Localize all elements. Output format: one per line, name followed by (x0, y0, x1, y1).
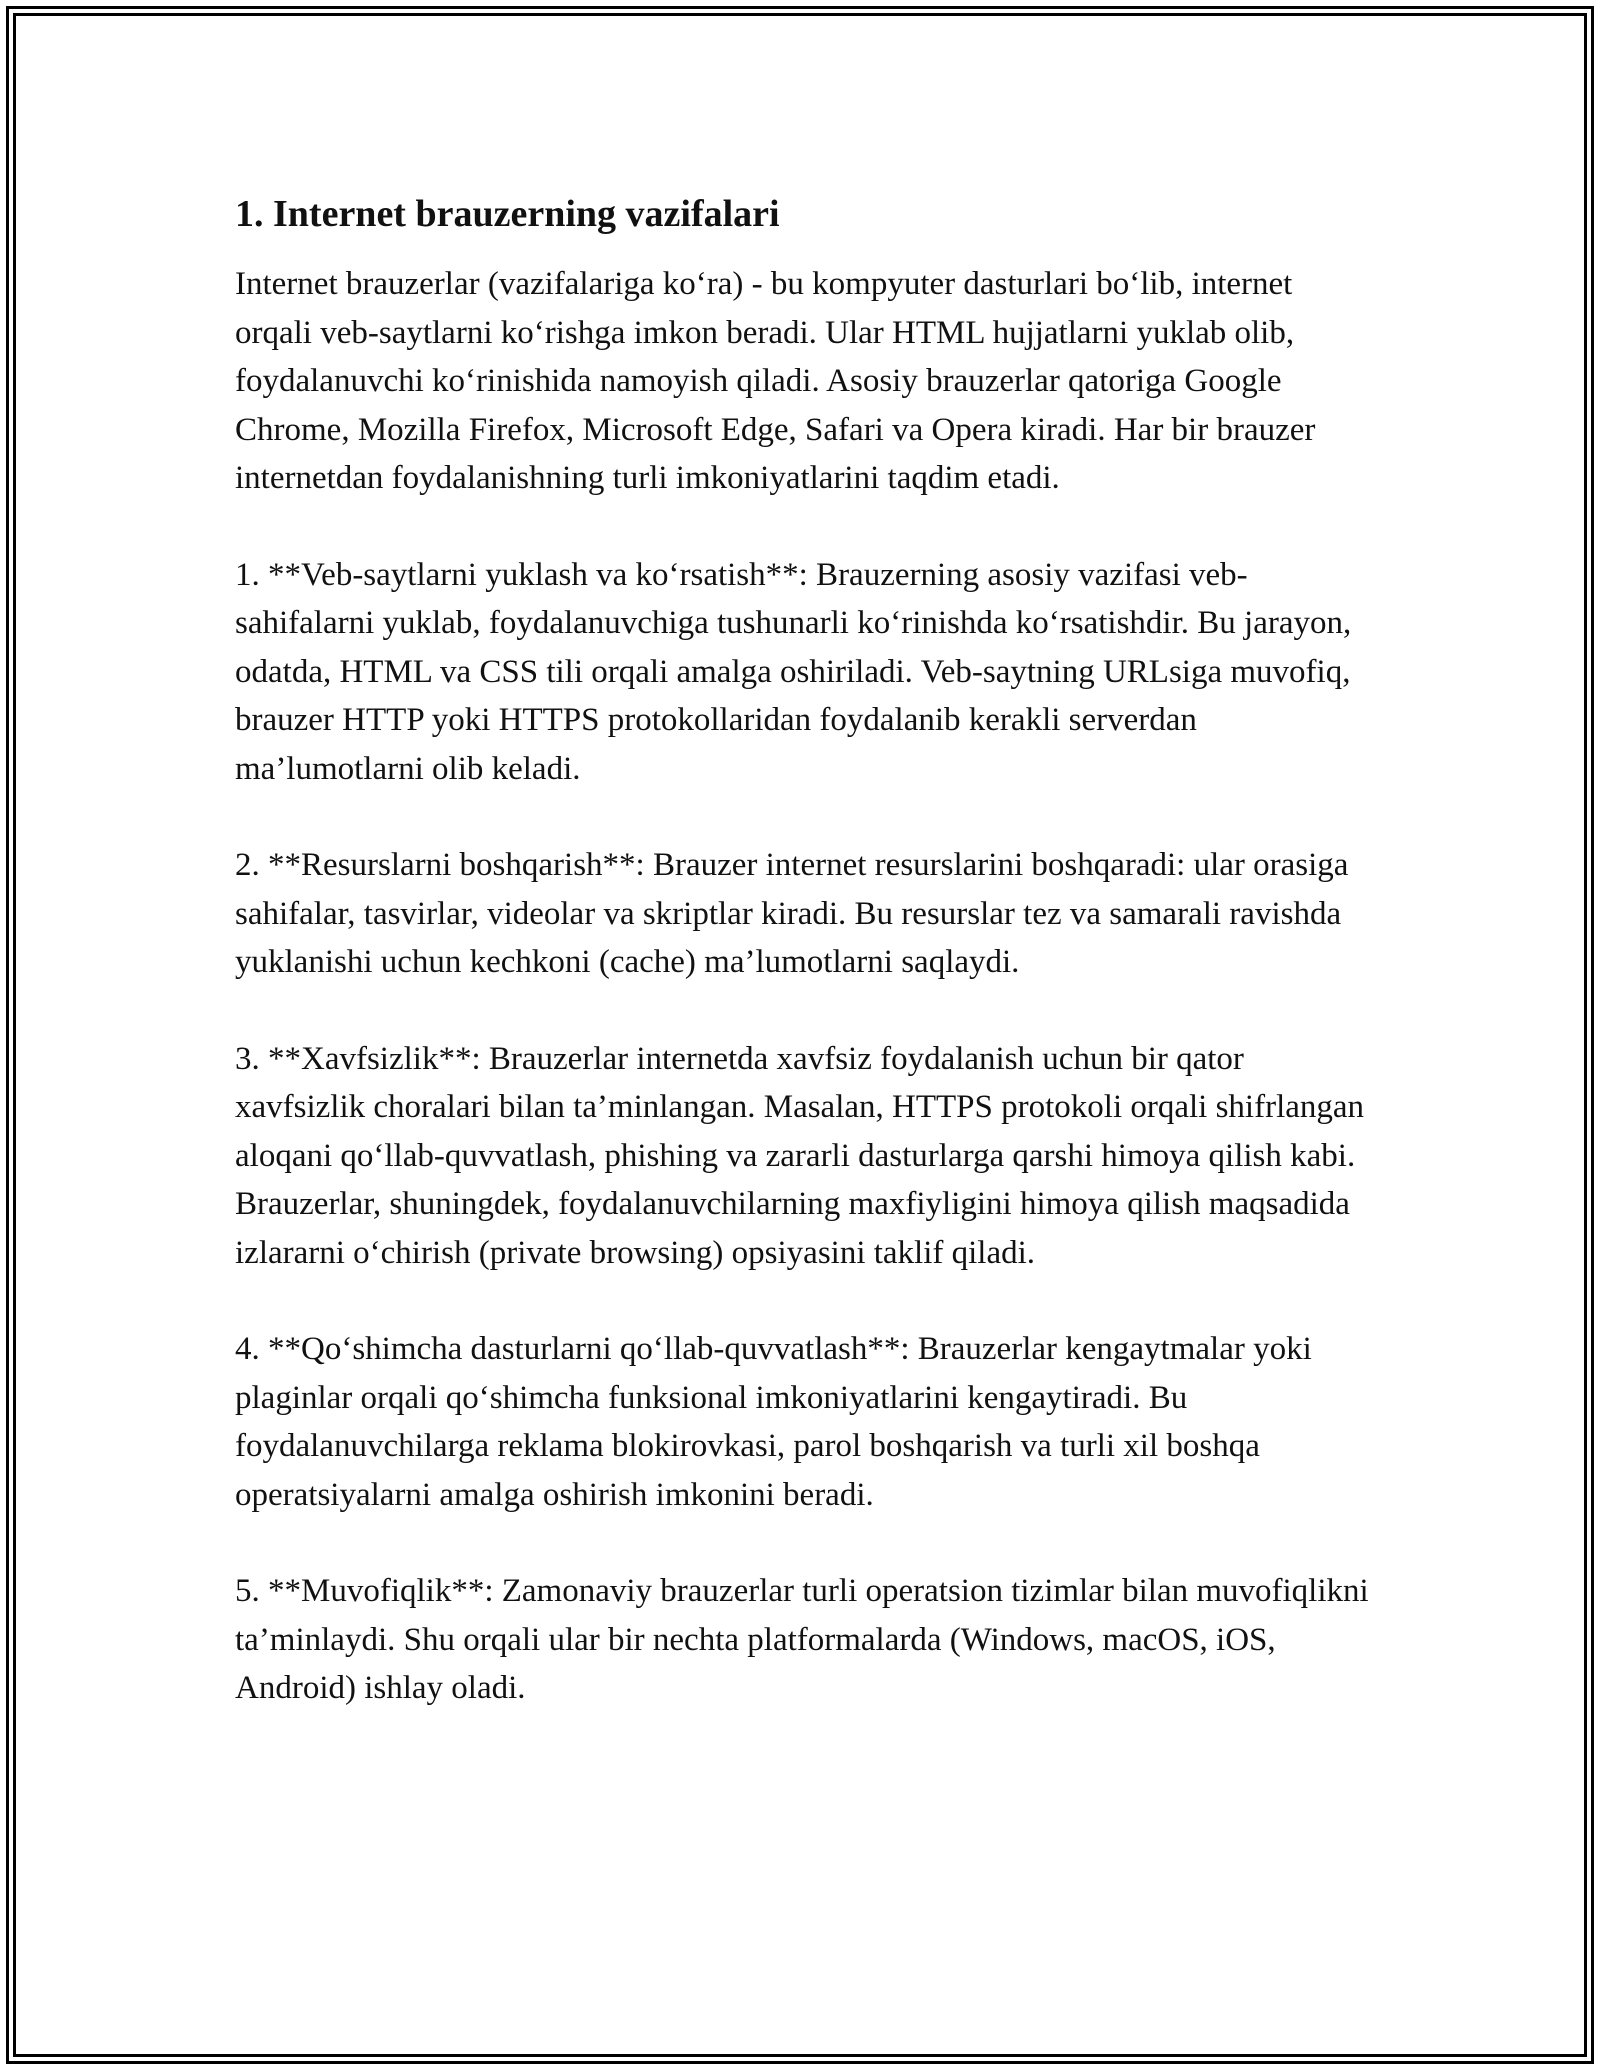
list-item-1: 1. **Veb-saytlarni yuklash va ko‘rsatish**: Brauzerning asosiy vazifasi veb-sahifalarni yuklab, foydalanuvchiga tushunarli ko‘rinishda ko‘rsatishdir. Bu jarayon, odatda, HTML va CSS tili orqali amalga oshiriladi. Veb-saytning URLsiga muvofiq, brauzer HTTP yoki HTTPS protokollaridan foydalanib kerakli serverdan ma’lumotlarni olib keladi. (235, 556, 1352, 787)
list-item-2: 2. **Resurslarni boshqarish**: Brauzer internet resurslarini boshqaradi: ular orasiga sahifalar, tasvirlar, videolar va skriptlar kiradi. Bu resurslar tez va samarali ravishda yuklanishi uchun kechkoni (cache) ma’lumotlarni saqlaydi. (235, 847, 1349, 980)
list-item-5: 5. **Muvofiqlik**: Zamonaviy brauzerlar turli operatsion tizimlar bilan muvofiqlikni ta’minlaydi. Shu orqali ular bir nechta platformalarda (Windows, macOS, iOS, Android) ishlay oladi. (235, 1573, 1369, 1706)
document-heading: 1. Internet brauzerning vazifalari (235, 193, 780, 235)
list-item-3: 3. **Xavfsizlik**: Brauzerlar internetda xavfsiz foydalanish uchun bir qator xavfsizlik choralari bilan ta’minlangan. Masalan, HTTPS protokoli orqali shifrlangan aloqani qo‘llab-quvvatlash, phishing va zararli dasturlarga qarshi himoya qilish kabi. Brauzerlar, shuningdek, foydalanuvchilarning maxfiyligini himoya qilish maqsadida izlararni o‘chirish (private browsing) opsiyasini taklif qiladi. (235, 1040, 1365, 1271)
document-body (235, 186, 1375, 1761)
list-item-4: 4. **Qo‘shimcha dasturlarni qo‘llab-quvvatlash**: Brauzerlar kengaytmalar yoki plaginlar orqali qo‘shimcha funksional imkoniyatlarini kengaytiradi. Bu foydalanuvchilarga reklama blokirovkasi, parol boshqarish va turli xil boshqa operatsiyalarni amalga oshirish imkonini beradi. (235, 1331, 1312, 1513)
intro-paragraph: Internet brauzerlar (vazifalariga ko‘ra) - bu kompyuter dasturlari bo‘lib, internet orqali veb-saytlarni ko‘rishga imkon beradi. Ular HTML hujjatlarni yuklab olib, foydalanuvchi ko‘rinishida namoyish qiladi. Asosiy brauzerlar qatoriga Google Chrome, Mozilla Firefox, Microsoft Edge, Safari va Opera kiradi. Har bir brauzer internetdan foydalanishning turli imkoniyatlarini taqdim etadi. (235, 266, 1316, 496)
